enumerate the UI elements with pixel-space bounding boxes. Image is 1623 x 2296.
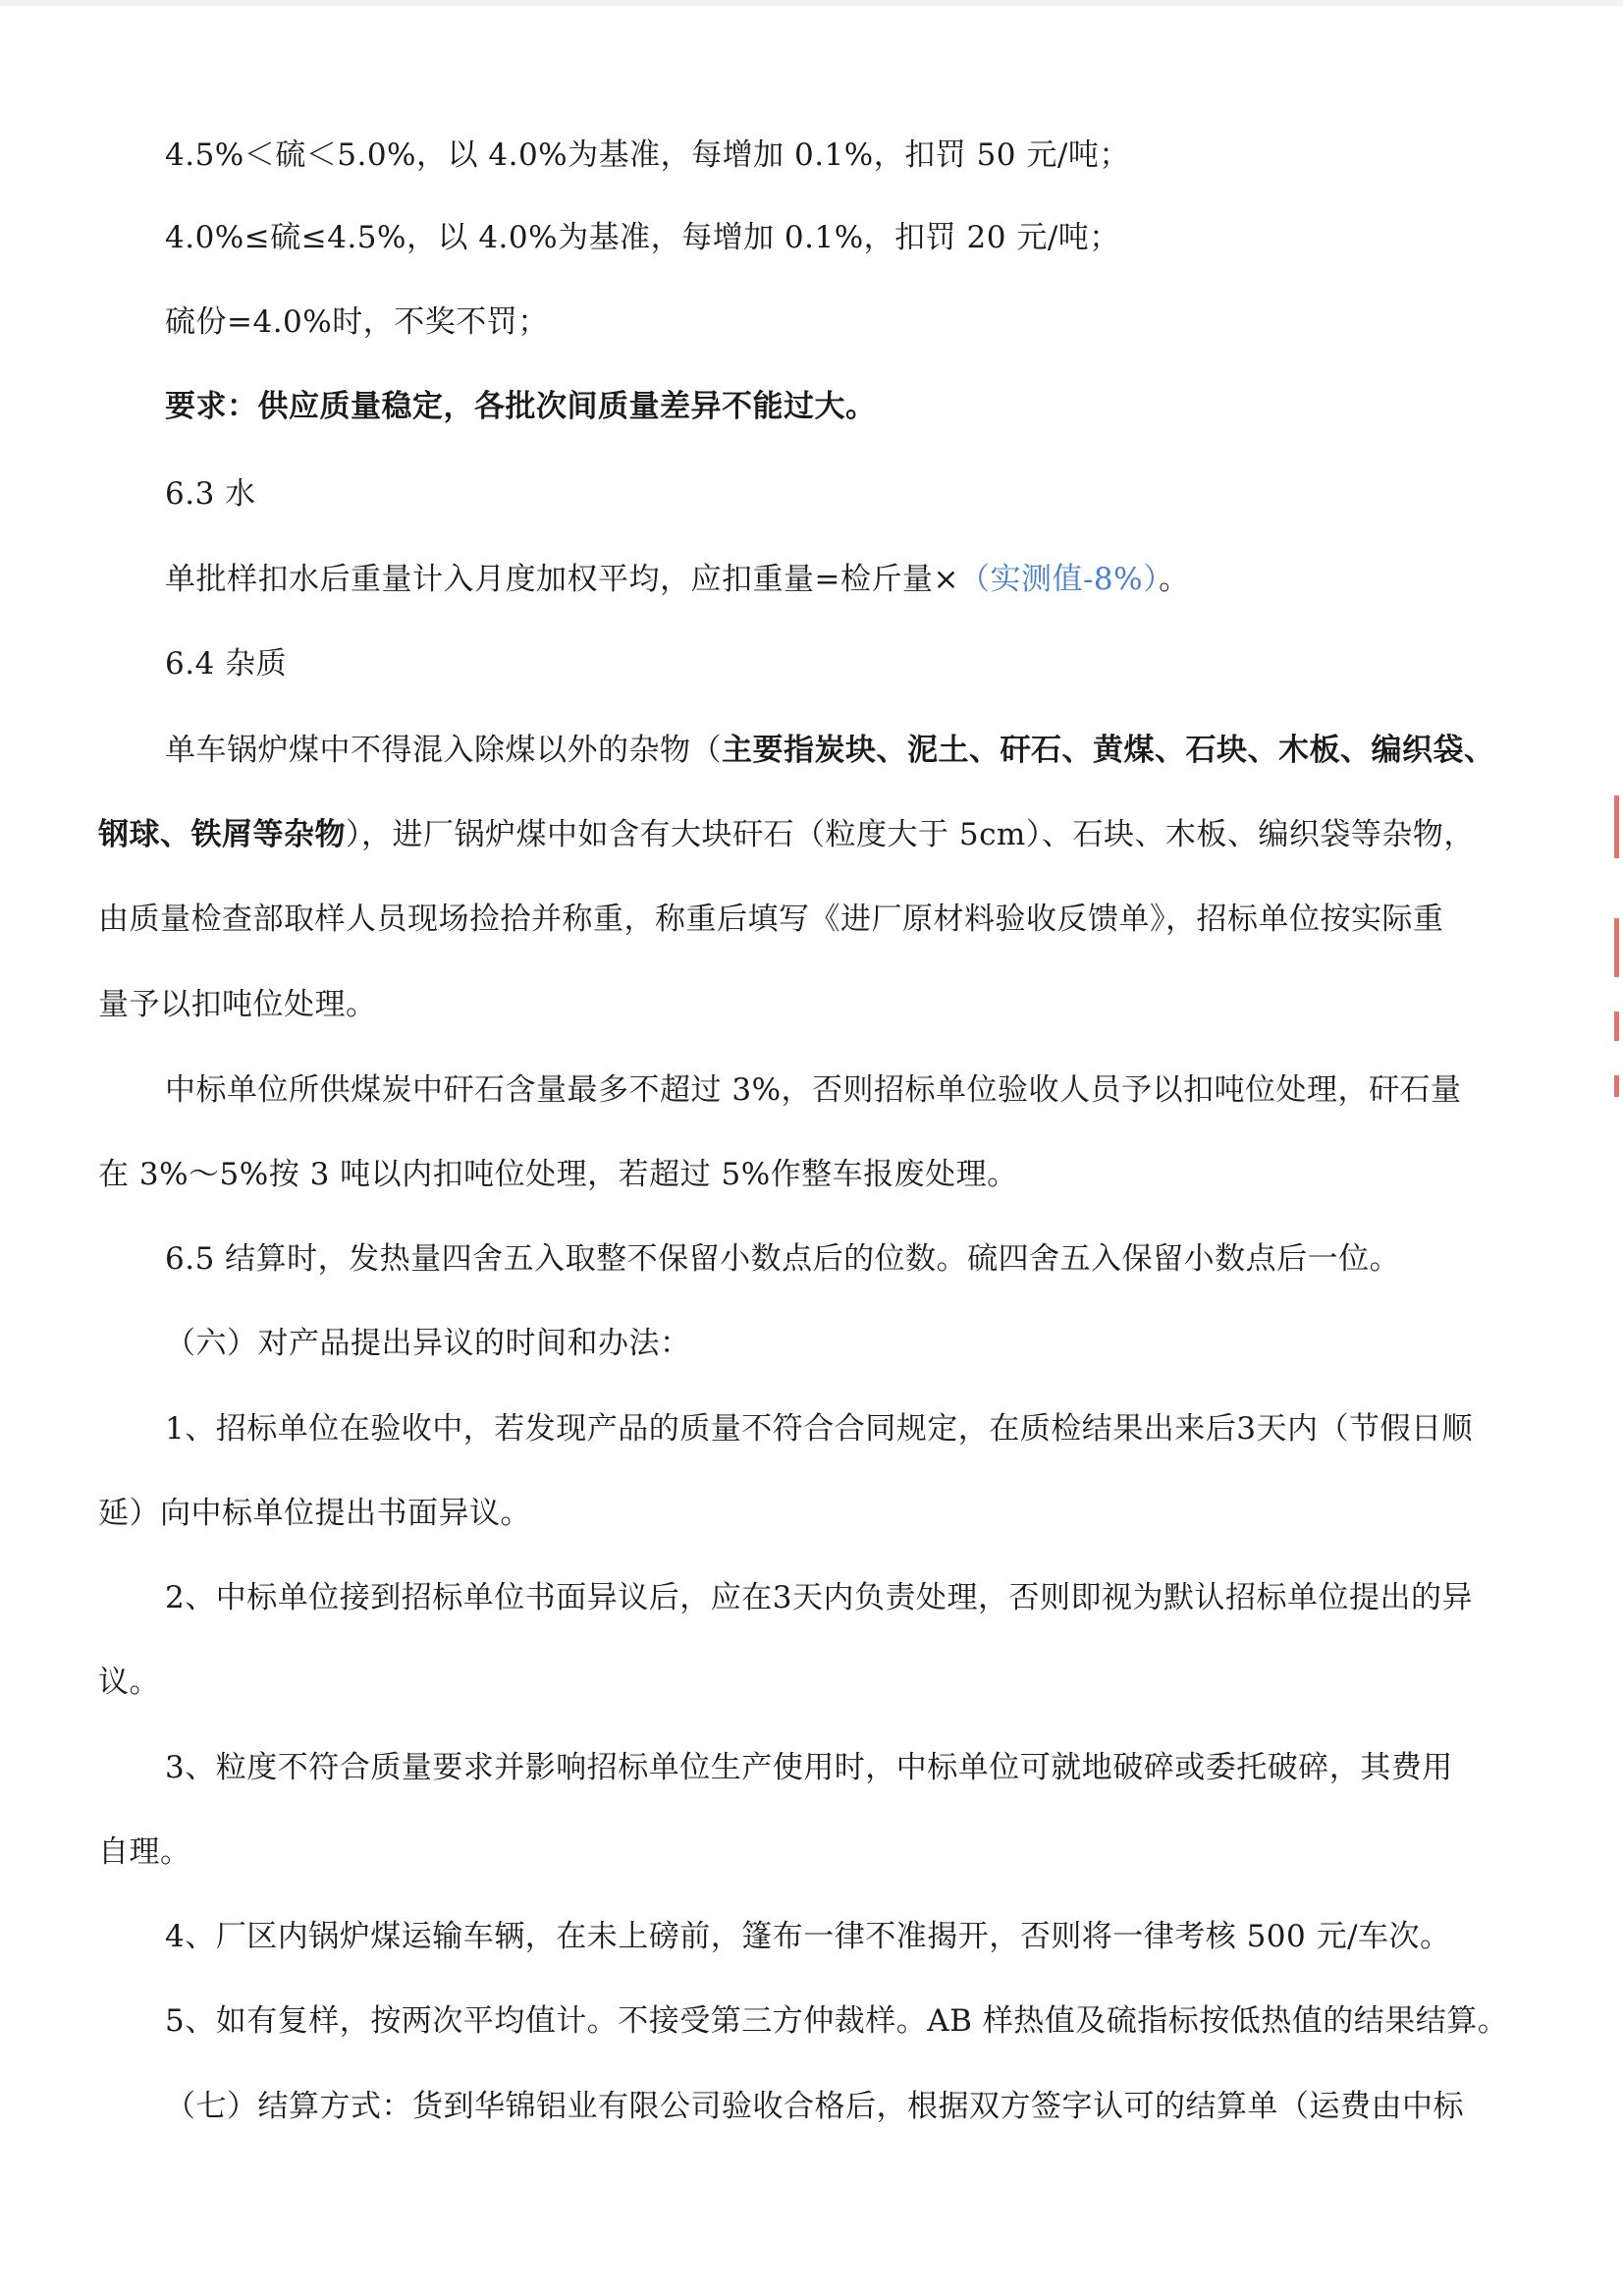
sulfur-rule-4-0: 硫份=4.0%时，不奖不罚； (165, 304, 549, 340)
objection-item-3-line-1: 3、粒度不符合质量要求并影响招标单位生产使用时，中标单位可就地破碎或委托破碎，其费用 (165, 1750, 1453, 1785)
impurity-paragraph-line-4: 量予以扣吨位处理。 (98, 987, 377, 1022)
quality-requirement: 要求：供应质量稳定，各批次间质量差异不能过大。 (165, 389, 877, 424)
objection-item-5: 5、如有复样，按两次平均值计。不接受第三方仲裁样。AB 样热值及硫指标按低热值的结果结算。 (165, 2003, 1509, 2039)
sulfur-rule-4-5-to-5-0: 4.5%＜硫＜5.0%，以 4.0%为基准，每增加 0.1%，扣罚 50 元/吨； (165, 137, 1130, 173)
impurity-list-bold: 主要指炭块、泥土、矸石、黄煤、石块、木板、编织袋、 (722, 733, 1495, 768)
impurity-paragraph-line-2 (98, 815, 1475, 854)
seal-edge-mark (1614, 918, 1619, 977)
objection-item-4: 4、厂区内锅炉煤运输车辆，在未上磅前，篷布一律不准揭开，否则将一律考核 500 元/车次。 (165, 1919, 1451, 1954)
objection-item-3-line-2: 自理。 (98, 1834, 191, 1870)
impurity-paragraph-line-3: 由质量检查部取样人员现场捡拾并称重，称重后填写《进厂原材料验收反馈单》，招标单位按实际重 (98, 902, 1444, 937)
section-6-3-heading: 6.3 水 (165, 476, 256, 512)
section-6-5-settlement: 6.5 结算时，发热量四舍五入取整不保留小数点后的位数。硫四舍五入保留小数点后一位。 (165, 1241, 1401, 1277)
gangue-paragraph-line-1: 中标单位所供煤炭中矸石含量最多不超过 3%，否则招标单位验收人员予以扣吨位处理，矸石量 (165, 1072, 1462, 1108)
impurity-list-bold-cont: 钢球、铁屑等杂物 (98, 817, 346, 852)
sulfur-rule-4-0-to-4-5: 4.0%≤硫≤4.5%，以 4.0%为基准，每增加 0.1%，扣罚 20 元/吨； (165, 220, 1120, 255)
water-deduction-line (165, 560, 1190, 599)
water-deduction-text: 单批样扣水后重量计入月度加权平均，应扣重量=检斤量× (165, 562, 959, 597)
objection-item-2-line-2: 议。 (98, 1665, 160, 1700)
objection-item-1-line-1: 1、招标单位在验收中，若发现产品的质量不符合合同规定，在质检结果出来后3天内（节假日顺 (165, 1411, 1473, 1447)
objection-item-2-line-1: 2、中标单位接到招标单位书面异议后，应在3天内负责处理，否则即视为默认招标单位提出的异 (165, 1580, 1473, 1615)
impurity-paragraph-line-1 (165, 731, 1495, 770)
section-seven-settlement: （七）结算方式：货到华锦铝业有限公司验收合格后，根据双方签字认可的结算单（运费由中标 (165, 2089, 1464, 2124)
water-deduction-formula: （实测值-8%） (958, 562, 1160, 597)
scan-top-band (0, 0, 1623, 6)
water-deduction-end: 。 (1159, 562, 1190, 597)
seal-edge-mark (1614, 795, 1619, 858)
impurity-text: 单车锅炉煤中不得混入除煤以外的杂物（ (165, 733, 722, 768)
seal-edge-mark (1614, 1075, 1619, 1097)
impurity-text-cont: ），进厂锅炉煤中如含有大块矸石（粒度大于 5cm）、石块、木板、编织袋等杂物， (346, 817, 1475, 852)
seal-edge-mark (1614, 1011, 1619, 1041)
objection-item-1-line-2: 延）向中标单位提出书面异议。 (98, 1496, 531, 1531)
section-six-heading: （六）对产品提出异议的时间和办法： (165, 1326, 691, 1361)
gangue-paragraph-line-2: 在 3%～5%按 3 吨以内扣吨位处理，若超过 5%作整车报废处理。 (98, 1157, 1018, 1192)
section-6-4-heading: 6.4 杂质 (165, 646, 288, 682)
